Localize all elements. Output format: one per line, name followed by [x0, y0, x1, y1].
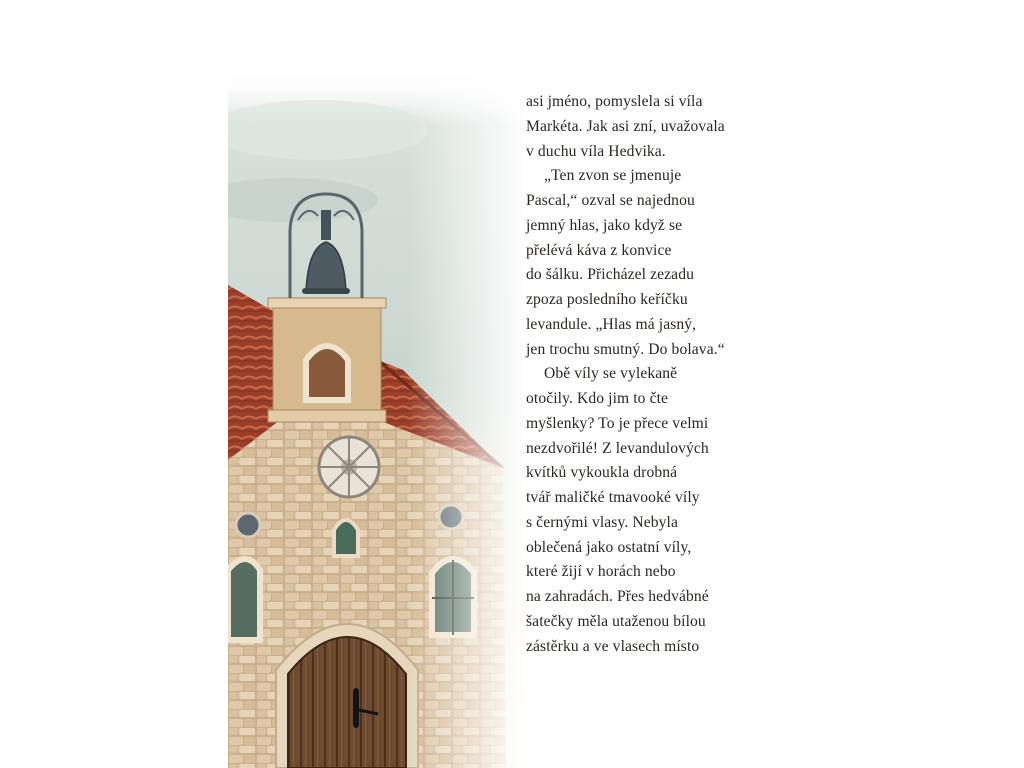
text-line: jemný hlas, jako když se	[526, 216, 683, 234]
text-line: na zahradách. Přes hedvábné	[526, 588, 709, 605]
text-line: přelévá káva z konvice	[526, 241, 672, 259]
text-line: zpoza posledního keříčku	[526, 291, 688, 308]
chapel-drawing	[228, 70, 528, 768]
text-line: nezdvořilé! Z levandulových	[526, 439, 709, 457]
text-line: oblečená jako ostatní víly,	[526, 538, 692, 556]
text-line: „Ten zvon se jmenuje	[544, 167, 682, 185]
text-line: Markéta. Jak asi zní, uvažovala	[526, 117, 725, 135]
text-line: které žijí v horách nebo	[526, 563, 676, 581]
story-text	[526, 90, 766, 659]
text-line: otočily. Kdo jim to čte	[526, 390, 669, 407]
text-line: myšlenky? To je přece velmi	[526, 414, 709, 432]
text-line: tvář maličké tmavooké víly	[526, 489, 700, 506]
text-line: kvítků vykoukla drobná	[526, 464, 678, 482]
text-line: s černými vlasy. Nebyla	[526, 513, 678, 531]
text-line: zástěrku a ve vlasech místo	[526, 637, 700, 655]
text-line: do šálku. Přicházel zezadu	[526, 266, 694, 284]
text-line: Pascal,“ ozval se najednou	[526, 192, 695, 209]
text-line: asi jméno, pomyslela si víla	[526, 93, 703, 110]
text-line: Obě víly se vylekaně	[544, 365, 678, 383]
chapel-illustration	[228, 70, 528, 768]
text-line: v duchu víla Hedvika.	[526, 142, 666, 160]
text-line: levandule. „Hlas má jasný,	[526, 315, 697, 333]
text-line: šatečky měla utaženou bílou	[526, 612, 706, 630]
text-line: jen trochu smutný. Do bolava.“	[526, 340, 725, 358]
